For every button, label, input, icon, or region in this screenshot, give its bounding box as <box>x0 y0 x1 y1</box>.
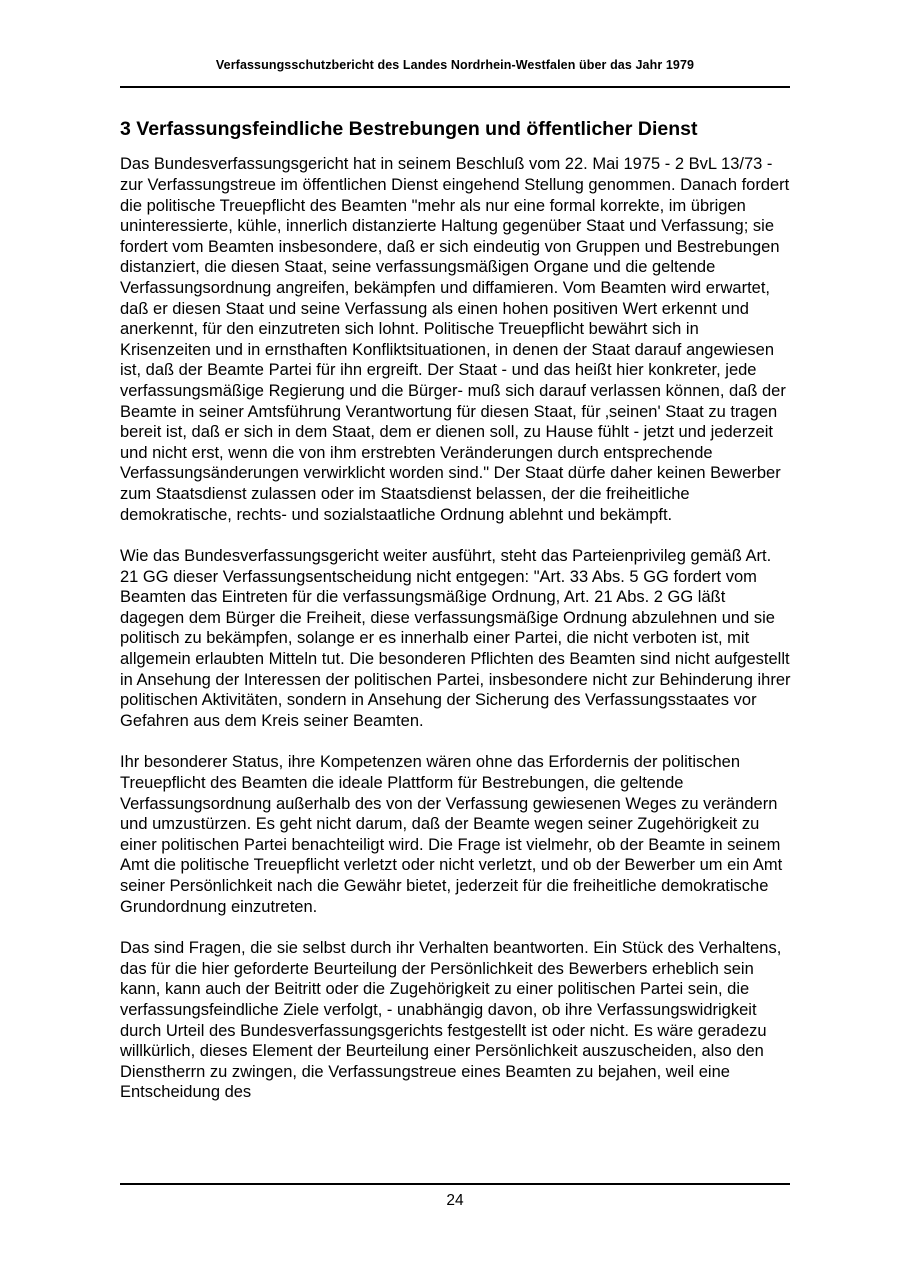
paragraph-4: Das sind Fragen, die sie selbst durch ihr Verhalten beantworten. Ein Stück des Verhaltens, das für die hier geforderte Beurteilung der Persönlichkeit des Bewerbers erheblich sein kann, kann auch der Beitritt oder die Zugehörigkeit zu einer politischen Partei sein, die verfassungsfeindliche Ziele verfolgt, - unabhängig davon, ob ihre Verfassungswidrigkeit durch Urteil des Bundesverfassungsgerichts festgestellt ist oder nicht. Es wäre geradezu willkürlich, dieses Element der Beurteilung einer Persönlichkeit auszuscheiden, also den Dienstherrn zu zwingen, die Verfassungstreue eines Beamten zu bejahen, weil eine Entscheidung des <box>120 939 782 1102</box>
paragraph-3: Ihr besonderer Status, ihre Kompetenzen wären ohne das Erfordernis der politischen Treuepflicht des Beamten die ideale Plattform für Bestrebungen, die geltende Verfassungsordnung außerhalb des von der Verfassung gewiesenen Weges zu verändern und umzustürzen. Es geht nicht darum, daß der Beamte wegen seiner Zugehörigkeit zu einer politischen Partei benachteiligt wird. Die Frage ist vielmehr, ob der Beamte in seinem Amt die politische Treuepflicht verletzt oder nicht verletzt, und ob der Bewerber um ein Amt seiner Persönlichkeit nach die Gewähr bietet, jederzeit für die freiheitliche demokratische Grundordnung einzutreten. <box>120 753 783 916</box>
header-rule <box>120 86 790 88</box>
paragraph-2: Wie das Bundesverfassungsgericht weiter ausführt, steht das Parteienprivileg gemäß Art. 21 GG dieser Verfassungsentscheidung nicht entgegen: "Art. 33 Abs. 5 GG fordert vom Beamten das Eintreten für die verfassungsmäßige Ordnung, Art. 21 Abs. 2 GG läßt dagegen dem Bürger die Freiheit, diese verfassungsmäßige Ordnung abzulehnen und sie politisch zu bekämpfen, solange er es innerhalb einer Partei, die nicht verboten ist, mit allgemein erlaubten Mitteln tut. Die besonderen Pflichten des Beamten sind nicht aufgestellt in Ansehung der Interessen der politischen Partei, insbesondere nicht zur Behinderung ihrer politischen Aktivitäten, sondern in Ansehung der Sicherung des Verfassungsstaates vor Gefahren aus dem Kreis seiner Beamten. <box>120 547 791 730</box>
running-header: Verfassungsschutzbericht des Landes Nordrhein-Westfalen über das Jahr 1979 <box>215 58 695 72</box>
page-number: 24 <box>446 1192 464 1209</box>
footer-rule <box>120 1183 790 1185</box>
paragraph-1: Das Bundesverfassungsgericht hat in seinem Beschluß vom 22. Mai 1975 - 2 BvL 13/73 - zur Verfassungstreue im öffentlichen Dienst eingehend Stellung genommen. Danach fordert die politische Treuepflicht des Beamten "mehr als nur eine formal korrekte, im übrigen uninteressierte, kühle, innerlich distanzierte Haltung gegenüber Staat und Verfassung; sie fordert vom Beamten insbesondere, daß er sich eindeutig von Gruppen und Bestrebungen distanziert, die diesen Staat, seine verfassungsmäßigen Organe und die geltende Verfassungsordnung angreifen, bekämpfen und diffamieren. Vom Beamten wird erwartet, daß er diesen Staat und seine Verfassung als einen hohen positiven Wert erkennt und anerkennt, für den einzutreten sich lohnt. Politische Treuepflicht bewährt sich in Krisenzeiten und in ernsthaften Konfliktsituationen, in denen der Staat darauf angewiesen ist, daß der Beamte Partei für ihn ergreift. Der Staat - und das heißt hier konkreter, jede verfassungsmäßige Regierung und die Bürger- muß sich darauf verlassen können, daß der Beamte in seiner Amtsführung Verantwortung für diesen Staat, für ‚seinen' Staat zu tragen bereit ist, daß er sich in dem Staat, dem er dienen soll, zu Hause fühlt - jetzt und jederzeit und nicht erst, wenn die von ihm erstrebten Veränderungen durch entsprechende Verfassungsänderungen verwirklicht worden sind." Der Staat dürfe daher keinen Bewerber zum Staatsdienst zulassen oder im Staatsdienst belassen, der die freiheitliche demokratische, rechts- und sozialstaatliche Ordnung ablehnt und bekämpft. <box>120 155 790 524</box>
section-heading: 3 Verfassungsfeindliche Bestrebungen und öffentlicher Dienst <box>120 118 698 140</box>
page-content <box>120 110 792 1180</box>
